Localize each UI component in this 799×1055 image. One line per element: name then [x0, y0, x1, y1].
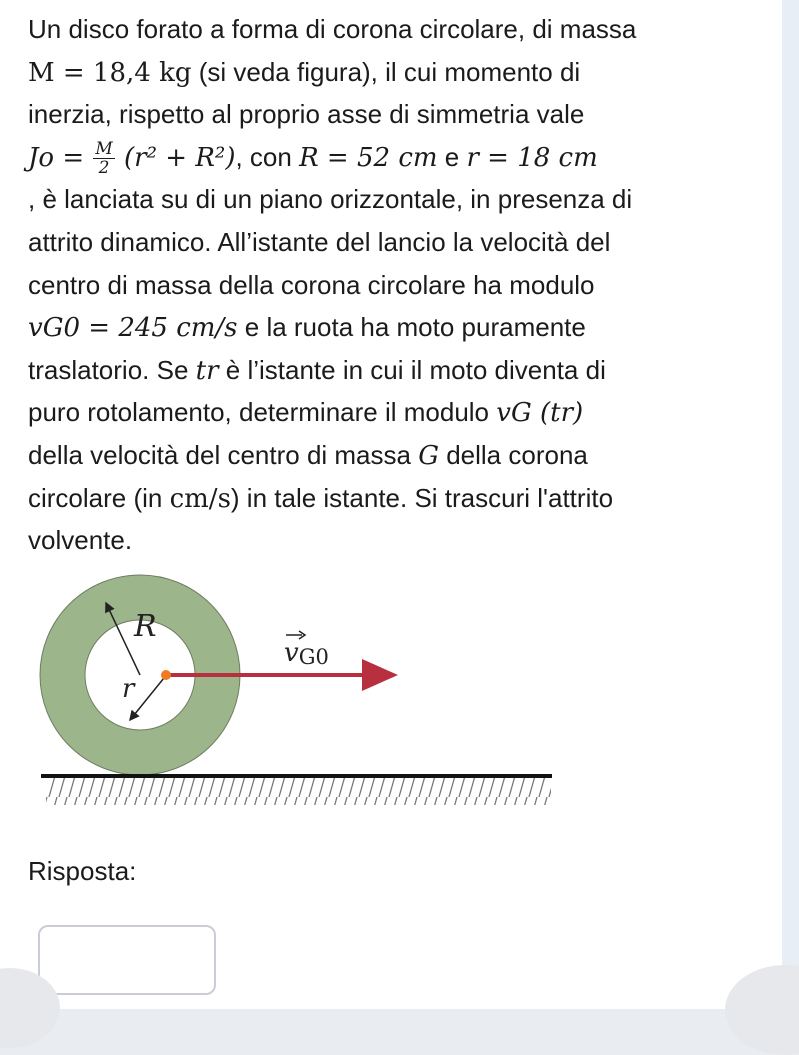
text-span: Un disco forato a forma di corona circolare, di massa: [28, 14, 637, 44]
problem-line: [28, 434, 768, 477]
math-center-of-mass: G: [418, 440, 439, 471]
text-span: volvente.: [28, 525, 133, 556]
answer-label: Risposta:: [28, 856, 137, 886]
problem-line: [28, 349, 768, 392]
fraction-denominator: 2: [98, 158, 110, 179]
text-span: inerzia, rispetto al proprio asse di simmetria vale: [28, 99, 585, 130]
math-inertia-rhs: (r² + R²): [124, 142, 236, 173]
math-initial-velocity: vG0 = 245 cm/s: [28, 313, 238, 344]
text-span: traslatorio. Se: [28, 354, 196, 385]
label-velocity: [284, 638, 329, 669]
math-velocity-at-tr: vG (tr): [496, 398, 584, 429]
problem-line: [28, 51, 768, 94]
problem-line: [28, 477, 768, 520]
text-span: , è lanciata su di un piano orizzontale, in presenza di: [28, 184, 633, 215]
text-span: centro di massa della corona circolare ha modulo: [28, 269, 595, 300]
text-span: puro rotolamento, determinare il modulo: [28, 397, 497, 428]
text-span: è l’istante in cui il moto diventa di: [218, 354, 606, 385]
ring-figure: [38, 573, 568, 813]
velocity-subscript: G0: [298, 645, 329, 669]
math-mass: M = 18,4 kg: [28, 57, 192, 88]
text-span: (si veda figura), il cui momento di: [191, 56, 581, 87]
problem-line: [28, 264, 768, 307]
text-span: attrito dinamico. All’istante del lancio la velocità del: [28, 226, 611, 257]
text-span: circolare (in: [28, 482, 170, 513]
ground-hatch: [46, 777, 551, 805]
problem-line: [28, 136, 768, 179]
label-R: R: [134, 609, 157, 644]
problem-text: [28, 8, 768, 562]
text-span: ) in tale istante. Si trascuri l'attrito: [230, 482, 614, 513]
problem-line: [28, 178, 768, 221]
text-span: della velocità del centro di massa: [28, 439, 419, 470]
text-span: e: [437, 141, 467, 172]
fraction-numerator: M: [95, 139, 113, 160]
problem-line: [28, 221, 768, 264]
math-inertia-lhs: Jo =: [28, 142, 85, 173]
math-fraction: [93, 140, 114, 177]
text-span: e la ruota ha moto puramente: [237, 312, 586, 343]
label-r: r: [122, 674, 135, 704]
center-of-mass-dot: [161, 670, 171, 680]
math-time: tr: [195, 355, 219, 386]
page-margin: [782, 0, 799, 1009]
math-inner-radius: r = 18 cm: [466, 142, 598, 173]
problem-line: [28, 519, 768, 562]
math-unit: cm/s: [169, 483, 231, 514]
answer-input[interactable]: [38, 925, 216, 995]
problem-line: [28, 8, 768, 51]
problem-line: [28, 93, 768, 136]
text-span: della corona: [438, 439, 588, 470]
problem-line: [28, 391, 768, 434]
problem-line: [28, 306, 768, 349]
math-outer-radius: R = 52 cm: [299, 142, 438, 173]
text-span: , con: [235, 141, 300, 172]
velocity-symbol: v: [284, 638, 299, 668]
